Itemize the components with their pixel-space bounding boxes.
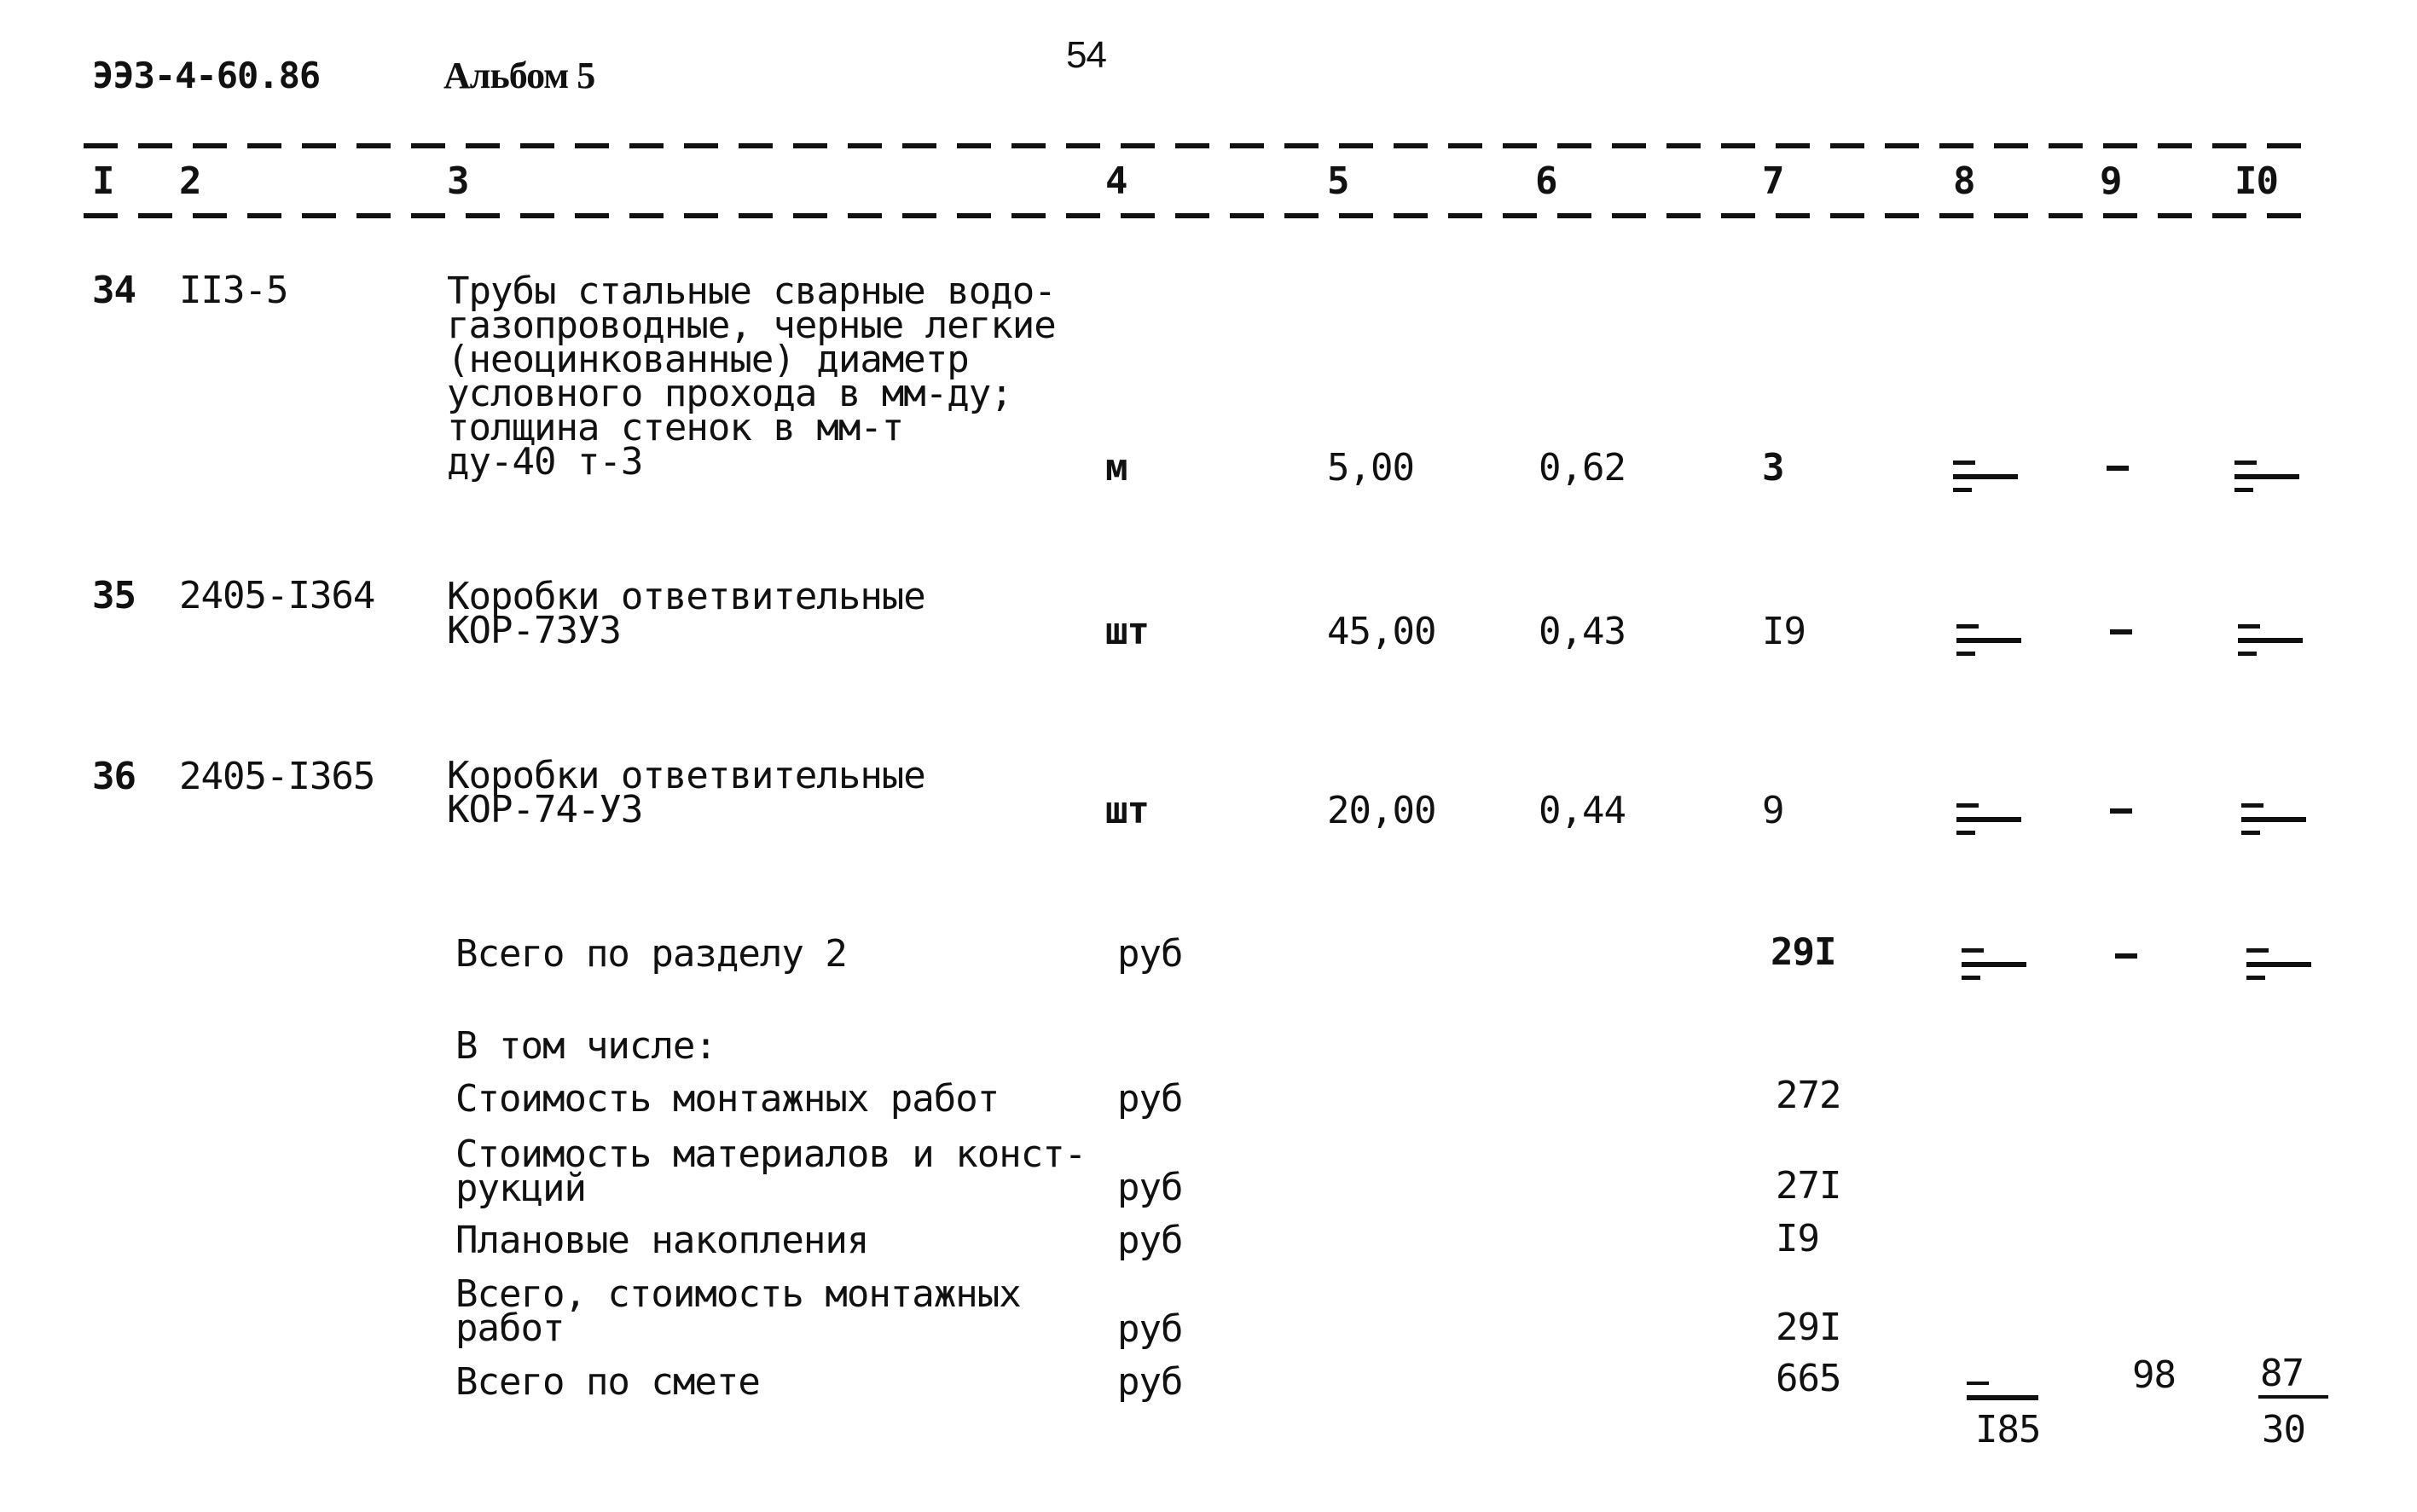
grand-total-label: Всего по смете bbox=[455, 1360, 760, 1404]
section-total-value: 29I bbox=[1771, 930, 1836, 974]
row-total: 3 bbox=[1762, 446, 1784, 490]
album-label: Альбом 5 bbox=[443, 55, 595, 96]
header-rule-top bbox=[84, 143, 2311, 148]
column-header-8: 8 bbox=[1953, 159, 1975, 203]
column-header-10: I0 bbox=[2234, 159, 2278, 203]
row-code: II3-5 bbox=[179, 269, 288, 312]
row-col8-dash bbox=[1953, 797, 2025, 848]
row-col10-dash bbox=[2234, 617, 2306, 669]
breakdown-value: I9 bbox=[1776, 1217, 1819, 1260]
header-rule-bottom bbox=[84, 213, 2311, 218]
section-total-unit: руб bbox=[1117, 932, 1183, 976]
row-col10-dash bbox=[2231, 454, 2303, 505]
row-code: 2405-I364 bbox=[179, 574, 375, 617]
row-total: I9 bbox=[1762, 610, 1806, 653]
column-header-4: 4 bbox=[1105, 159, 1127, 203]
breakdown-unit: руб bbox=[1117, 1166, 1183, 1209]
grand-total-col9: 98 bbox=[2132, 1353, 2176, 1397]
column-header-9: 9 bbox=[2100, 159, 2122, 203]
breakdown-label: Стоимость материалов и конст- рукций bbox=[455, 1133, 1087, 1210]
row-total: 9 bbox=[1762, 789, 1784, 832]
including-label: В том числе: bbox=[455, 1024, 716, 1068]
row-unit: м bbox=[1105, 446, 1127, 490]
row-description: Коробки ответвительные КОР-73УЗ bbox=[447, 575, 925, 652]
row-col9-dash bbox=[2110, 629, 2132, 634]
grand-total-col10-bottom: 30 bbox=[2262, 1408, 2305, 1451]
row-number: 36 bbox=[92, 755, 136, 798]
section-total-label: Всего по разделу 2 bbox=[455, 932, 847, 976]
grand-total-col10-top: 87 bbox=[2260, 1352, 2304, 1395]
row-number: 34 bbox=[92, 269, 136, 312]
row-code: 2405-I365 bbox=[179, 755, 375, 798]
column-header-2: 2 bbox=[179, 159, 201, 203]
column-header-7: 7 bbox=[1762, 159, 1784, 203]
breakdown-value: 29I bbox=[1776, 1306, 1841, 1349]
row-number: 35 bbox=[92, 574, 136, 617]
grand-total-unit: руб bbox=[1117, 1360, 1183, 1404]
row-quantity: 20,00 bbox=[1327, 789, 1436, 832]
row-col8-dash bbox=[1953, 617, 2025, 669]
row-unit-price: 0,43 bbox=[1539, 610, 1626, 653]
row-unit-price: 0,62 bbox=[1539, 446, 1626, 490]
grand-total-col8-rule bbox=[1967, 1395, 2038, 1400]
row-unit: шт bbox=[1105, 610, 1149, 653]
row-description: Трубы стальные сварные водо- газопроводные, черные легкие (неоцинкованные) диаметр условного прохода в мм-ду; толщина стенок в мм-т ду-40 т-3 bbox=[447, 269, 1056, 484]
row-col9-dash bbox=[2107, 466, 2129, 471]
breakdown-unit: руб bbox=[1117, 1219, 1183, 1262]
row-description: Коробки ответвительные КОР-74-УЗ bbox=[447, 754, 925, 831]
section-total-col10-dash bbox=[2243, 941, 2315, 993]
row-quantity: 5,00 bbox=[1327, 446, 1414, 490]
breakdown-unit: руб bbox=[1117, 1307, 1183, 1351]
breakdown-label: Плановые накопления bbox=[455, 1219, 869, 1262]
row-unit-price: 0,44 bbox=[1539, 789, 1626, 832]
row-col8-dash bbox=[1950, 454, 2021, 505]
row-quantity: 45,00 bbox=[1327, 610, 1436, 653]
breakdown-value: 272 bbox=[1776, 1074, 1841, 1117]
document-code: ЭЭ3-4-60.86 bbox=[92, 55, 321, 96]
section-total-col8-dash bbox=[1958, 941, 2030, 993]
breakdown-label: Всего, стоимость монтажных работ bbox=[455, 1272, 1021, 1350]
row-col10-dash bbox=[2238, 797, 2310, 848]
column-header-6: 6 bbox=[1535, 159, 1557, 203]
breakdown-value: 27I bbox=[1776, 1164, 1841, 1208]
breakdown-unit: руб bbox=[1117, 1077, 1183, 1121]
row-col9-dash bbox=[2110, 808, 2132, 814]
column-header-1: I bbox=[92, 159, 114, 203]
grand-total-col8-dash-small bbox=[1967, 1382, 1989, 1385]
section-total-col9-dash bbox=[2115, 953, 2137, 959]
column-header-5: 5 bbox=[1327, 159, 1349, 203]
page-number: 54 bbox=[1066, 34, 1106, 76]
grand-total-value: 665 bbox=[1776, 1357, 1841, 1400]
column-header-3: 3 bbox=[447, 159, 469, 203]
breakdown-label: Стоимость монтажных работ bbox=[455, 1077, 1000, 1121]
grand-total-col8-bottom: I85 bbox=[1975, 1408, 2041, 1451]
row-unit: шт bbox=[1105, 789, 1149, 832]
grand-total-col10-rule bbox=[2258, 1395, 2328, 1399]
